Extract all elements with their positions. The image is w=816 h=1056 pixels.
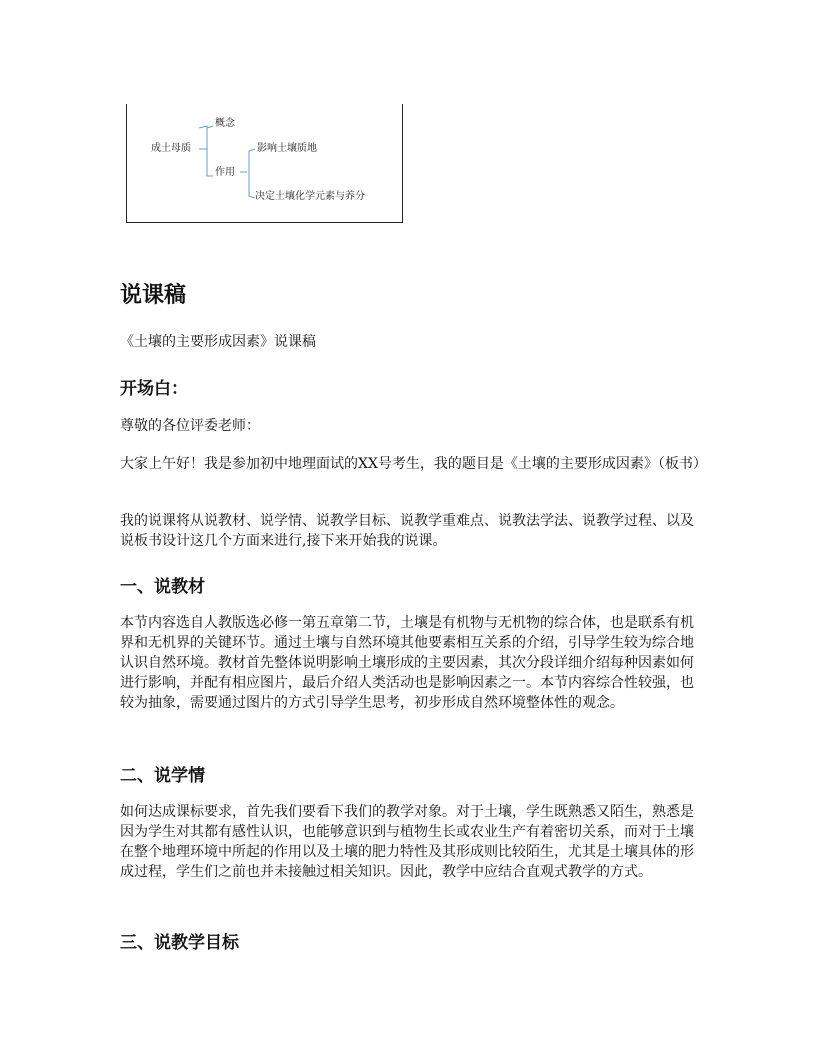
section-heading-textbook: 一、说教材: [120, 577, 205, 597]
opening-intro: 大家上午好！我是参加初中地理面试的XX号考生，我的题目是《土壤的主要形成因素》（板书）: [120, 456, 707, 472]
document-title: 说课稿: [120, 283, 187, 308]
section-body-textbook: 本节内容选自人教版选必修一第五章第二节，土壤是有机物与无机物的综合体，也是联系有机界和无机界的关键环节。通过土壤与自然环境其他要素相互关系的介绍，引导学生较为综合地认识自然环境。教材首先整体说明影响土壤形成的主要因素，其次分段详细介绍每种因素如何进行影响，并配有相应图片，最后介绍人类活动也是影响因素之一。本节内容综合性较强，也较为抽象，需要通过图片的方式引导学生思考，初步形成自然环境整体性的观念。: [120, 615, 694, 711]
document-subtitle: 《土壤的主要形成因素》说课稿: [120, 334, 316, 350]
concept-diagram: [126, 104, 403, 223]
section-heading-students: 二、说学情: [120, 766, 205, 786]
diagram-connectors: [127, 104, 404, 223]
diagram-root-label: 成土母质: [151, 143, 191, 154]
diagram-branch-role: 作用: [215, 167, 235, 178]
opening-outline: 我的说课将从说教材、说学情、说教学目标、说教学重难点、说教法学法、说教学过程、以及说板书设计这几个方面来进行,接下来开始我的说课。: [120, 513, 694, 549]
root-bracket-top: [207, 126, 213, 128]
section-heading-objectives: 三、说教学目标: [120, 933, 239, 953]
diagram-leaf-nutrients: 决定土壤化学元素与养分: [255, 191, 365, 202]
section-body-students: 如何达成课标要求，首先我们要看下我们的教学对象。对于土壤，学生既熟悉又陌生，熟悉是因为学生对其都有感性认识，也能够意识到与植物生长或农业生产有着密切关系，而对于土壤在整个地理环境中所起的作用以及土壤的肥力特性及其形成则比较陌生，尤其是土壤具体的形成过程，学生们之前也并未接触过相关知识。因此，教学中应结合直观式教学的方式。: [120, 804, 694, 880]
diagram-branch-concept: 概念: [215, 118, 235, 129]
opening-heading: 开场白：: [120, 379, 188, 399]
diagram-leaf-texture: 影响土壤质地: [257, 143, 317, 154]
root-bracket: [199, 126, 213, 176]
opening-greeting: 尊敬的各位评委老师：: [120, 418, 260, 434]
